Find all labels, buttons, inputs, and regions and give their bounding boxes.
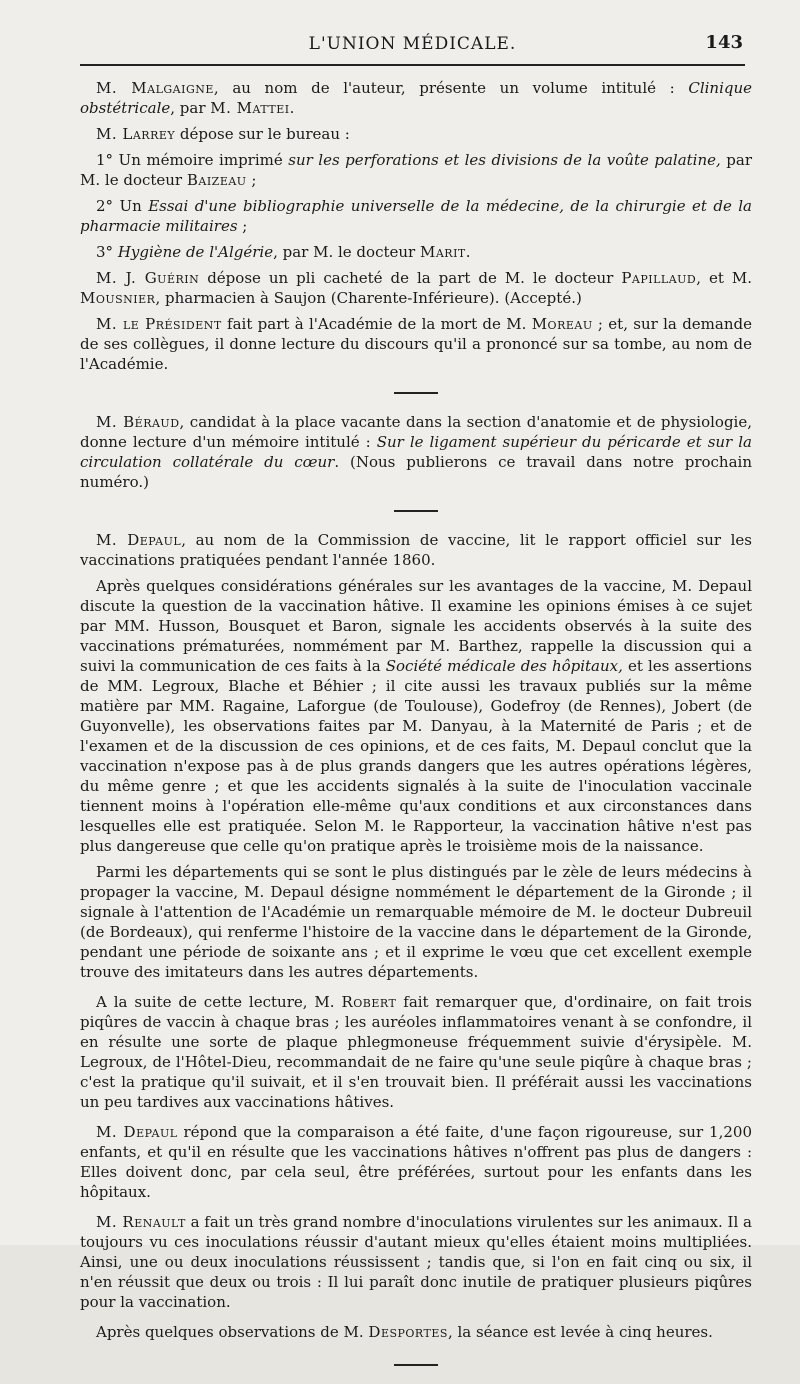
paragraph-closing: Après quelques observations de M. Desportes, la séance est levée à cinq heures. xyxy=(96,1323,713,1341)
paragraph-guerin: M. J. Guérin dépose un pli cacheté de la part de M. le docteur Papillaud, et M. Mousnier, pharmacien à Saujon (Charente-Inférieure). (Accepté.) xyxy=(80,269,752,307)
speaker-name: M. Béraud xyxy=(96,413,180,431)
header-rule xyxy=(80,64,745,66)
speaker-name: M. Depaul xyxy=(96,1123,178,1141)
paragraph-president: M. le Président fait part à l'Académie de la mort de M. Moreau ; et, sur la demande de ses collègues, il donne lecture du discours qu'il a prononcé sur sa tombe, au nom de l'Académie. xyxy=(80,315,752,373)
work-title: sur les perforations et les divisions de la voûte palatine, xyxy=(288,151,721,169)
work-title: Essai d'une bibliographie universelle de la médecine, de la chirurgie et de la pharmacie militaires xyxy=(80,197,752,235)
paragraph-robert: A la suite de cette lecture, M. Robert fait remarquer que, d'ordinaire, on fait trois piqûres de vaccin à chaque bras ; les auréoles inflammatoires venant à se confondre, il en résulte une sorte de plaque phlegmoneuse fréquemment suivie d'érysipèle. M. Legroux, de l'Hôtel-Dieu, recommandait de ne faire qu'une seule piqûre à chaque bras ; c'est la pratique qu'il suivait, et il s'en trouvait bien. Il préférait aussi les vaccinations un peu tardives aux vaccinations hâtives. xyxy=(80,993,752,1111)
work-title: Sur le ligament supérieur du péricarde et sur la circulation collatérale du cœur xyxy=(80,433,752,471)
paragraph-gironde: Parmi les départements qui se sont le plus distingués par le zèle de leurs médecins à propager la vaccine, M. Depaul désigne nommément le département de la Gironde ; il signale à l'attention de l'Académie un remarquable mémoire de M. le docteur Dubreuil (de Bordeaux), qui renferme l'histoire de la vaccine dans le département de la Gironde, pendant une période de soixante ans ; et il exprime le vœu que cet excellent exemple trouve des imitateurs dans les autres départements. xyxy=(80,863,752,981)
paragraph-malgaigne: M. Malgaigne, au nom de l'auteur, présente un volume intitulé : Clinique obstétricale, par M. Mattei. xyxy=(80,79,753,117)
speaker-name: M. Malgaigne xyxy=(96,79,214,97)
work-title: Clinique obstétricale xyxy=(80,79,753,117)
page-number: 143 xyxy=(705,32,743,53)
running-title: L'UNION MÉDICALE. xyxy=(308,34,517,54)
section-divider xyxy=(394,392,438,394)
body-text xyxy=(80,78,752,1384)
paragraph-beraud: M. Béraud, candidat à la place vacante dans la section d'anatomie et de physiologie, donne lecture d'un mémoire intitulé : Sur le ligament supérieur du péricarde et sur la circulation collatérale du cœur. (Nous publierons ce travail dans notre prochain numéro.) xyxy=(80,413,752,491)
work-title: Société médicale des hôpitaux, xyxy=(385,657,623,675)
list-item-3: 3° Hygiène de l'Algérie, par M. le docteur Marit. xyxy=(96,243,471,261)
paragraph-larrey: M. Larrey dépose sur le bureau : xyxy=(96,125,350,143)
person-name: Baizeau xyxy=(186,171,247,189)
speaker-name: M. Depaul xyxy=(96,531,182,549)
speaker-name: M. J. Guérin xyxy=(96,269,200,287)
list-item-1: 1° Un mémoire imprimé sur les perforations et les divisions de la voûte palatine, par M. le docteur Baizeau ; xyxy=(80,151,752,189)
speaker-name: M. Larrey xyxy=(96,125,176,143)
person-name: Marit xyxy=(419,243,466,261)
person-name: Robert xyxy=(341,993,397,1011)
section-divider xyxy=(394,510,438,512)
paragraph-renault: M. Renault a fait un très grand nombre d'inoculations virulentes sur les animaux. Il a toujours vu ces inoculations réussir d'autant mieux qu'elles étaient moins multipliées. Ainsi, une ou deux inoculations réussissent ; tandis que, si l'on en fait cinq ou six, il n'en réussit que deux ou trois : Il lui paraît donc inutile de pratiquer plusieurs piqûres pour la vaccination. xyxy=(80,1213,752,1311)
person-name: Moreau xyxy=(531,315,593,333)
paragraph-vaccination-summary: Après quelques considérations générales sur les avantages de la vaccine, M. Depaul discute la question de la vaccination hâtive. Il examine les opinions émises à ce sujet par MM. Husson, Bousquet et Baron, signale les accidents observés à la suite des vaccinations prématurées, nommément par M. Barthez, rappelle la discussion qui a suivi la communication de ces faits à la Société médicale des hôpitaux, et les assertions de MM. Legroux, Blache et Béhier ; il cite aussi les travaux publiés sur la même matière par MM. Ragaine, Laforgue (de Toulouse), Godefroy (de Rennes), Jobert (de Guyonvelle), les observations faites par M. Danyau, à la Maternité de Paris ; et de l'examen et de la discussion de ces opinions, et de ces faits, M. Depaul conclut que la vaccination n'expose pas à de plus grands dangers que les autres opérations légères, du même genre ; et que les accidents signalés à la suite de l'inoculation vaccinale tiennent moins à l'opération elle-même qu'aux conditions et aux circonstances dans lesquelles elle est pratiquée. Selon M. le Rapporteur, la vaccination hâtive n'est pas plus dangereuse que celle qu'on pratique après le troisième mois de la naissance. xyxy=(80,577,752,855)
list-item-2: 2° Un Essai d'une bibliographie universelle de la médecine, de la chirurgie et de la pharmacie militaires ; xyxy=(80,197,752,235)
person-name: Mousnier xyxy=(80,289,156,307)
person-name: Papillaud xyxy=(621,269,697,287)
person-name: Desportes xyxy=(368,1323,448,1341)
end-divider xyxy=(394,1364,438,1366)
paragraph-depaul-report: M. Depaul, au nom de la Commission de vaccine, lit le rapport officiel sur les vaccinations pratiquées pendant l'année 1860. xyxy=(80,531,752,569)
page-header xyxy=(80,30,745,60)
work-title: Hygiène de l'Algérie xyxy=(117,243,274,261)
paragraph-depaul-reply: M. Depaul répond que la comparaison a été faite, d'une façon rigoureuse, sur 1,200 enfants, et qu'il en résulte que les vaccinations hâtives n'offrent pas plus de dangers : Elles doivent donc, par cela seul, être préférées, surtout pour les enfants dans les hôpitaux. xyxy=(80,1123,752,1201)
speaker-name: M. le Président xyxy=(96,315,222,333)
person-name: M. Mattei xyxy=(210,99,290,117)
speaker-name: M. Renault xyxy=(96,1213,186,1231)
